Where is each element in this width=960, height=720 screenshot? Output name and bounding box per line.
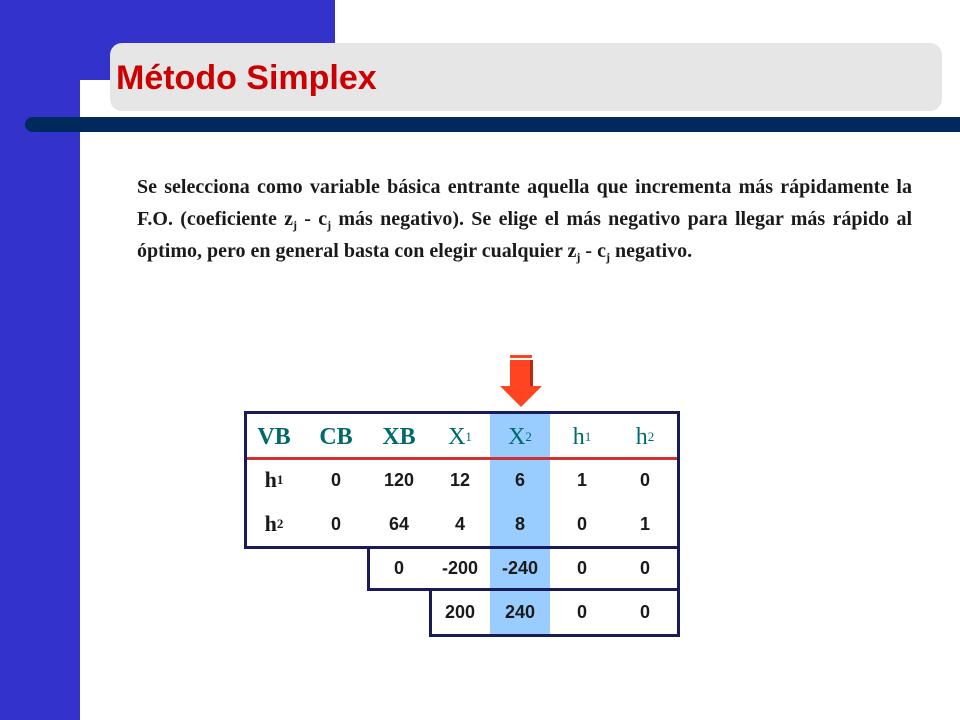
table-cell: -240	[501, 557, 539, 578]
table-cell: 0	[639, 557, 650, 578]
table-left-border	[367, 546, 370, 591]
row-label-h1: h 1	[264, 467, 284, 492]
table-row-divider	[245, 546, 680, 549]
header-x1: X 1	[448, 423, 472, 450]
table-top-border	[245, 411, 680, 414]
table-left-border	[244, 411, 247, 549]
table-left-border	[429, 588, 432, 637]
table-cell: 0	[639, 601, 650, 622]
header-x2: X 2	[508, 423, 532, 450]
table-row-divider	[368, 588, 680, 591]
table-cell: 0	[639, 469, 650, 490]
table-cell: 64	[388, 513, 410, 534]
table-cell: 0	[576, 557, 587, 578]
table-cell: 6	[514, 469, 525, 490]
table-bottom-border	[430, 634, 680, 637]
table-cell: 1	[639, 513, 650, 534]
down-arrow-icon	[500, 355, 542, 409]
title-rule	[25, 117, 960, 132]
table-cell: 0	[393, 557, 404, 578]
table-right-border	[677, 411, 680, 637]
explanation-paragraph: Se selecciona como variable básica entrante aquella que incrementa más rápidamente la F.O. (coeficiente $z_j - c_j$ más negativo). Se elige el más negativo para llegar más rápido al óptimo, pero en general basta con elegir cualquier $z_j - c_j$ negativo.	[137, 176, 912, 264]
slide-title: Método Simplex	[116, 59, 377, 97]
header-cb: CB	[319, 423, 353, 450]
table-cell: 0	[576, 601, 587, 622]
header-h1: h 1	[572, 423, 592, 450]
table-cell: 1	[576, 469, 587, 490]
table-cell: 240	[504, 601, 536, 622]
header-h2: h 2	[635, 423, 655, 450]
header-divider	[245, 457, 680, 460]
table-cell: 120	[383, 469, 415, 490]
table-cell: -200	[441, 557, 479, 578]
table-cell: 12	[449, 469, 471, 490]
left-band	[0, 0, 80, 720]
table-cell: 8	[514, 513, 525, 534]
table-cell: 0	[330, 513, 341, 534]
table-cell: 0	[576, 513, 587, 534]
header-xb: XB	[382, 423, 416, 450]
table-cell: 0	[330, 469, 341, 490]
header-vb: VB	[257, 423, 291, 450]
row-label-h2: h 2	[264, 511, 284, 536]
table-cell: 200	[444, 601, 476, 622]
table-cell: 4	[454, 513, 465, 534]
